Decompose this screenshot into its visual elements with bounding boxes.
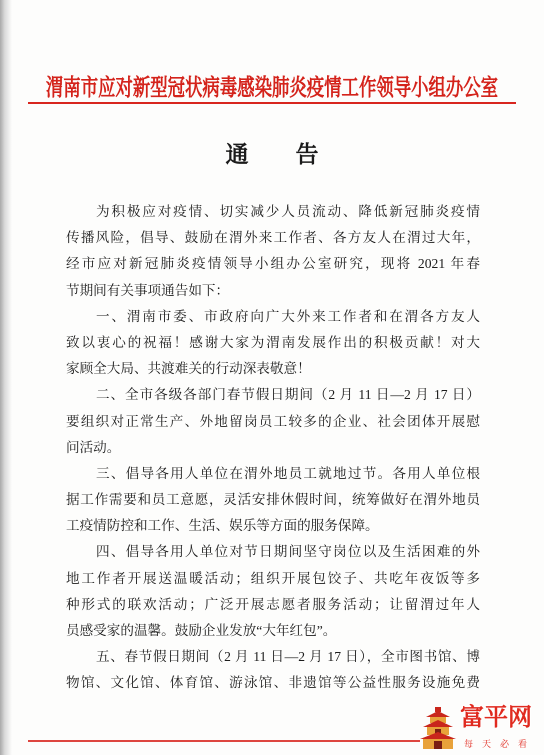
body-line: 要组织对正常生产、外地留岗员工较多的企业、社会团体开展慰 xyxy=(66,413,480,429)
site-watermark xyxy=(420,703,540,753)
body-line: 员感受家的温馨。鼓励企业发放“大年红包”。 xyxy=(66,623,337,638)
scan-edge-shadow xyxy=(0,0,12,755)
body-line: 经市应对新冠肺炎疫情领导小组办公室研究，现将 2021 年春 xyxy=(66,256,480,272)
body-line: 致以衷心的祝福！感谢大家为渭南发展作出的积极贡献！对大 xyxy=(66,334,480,350)
body-line: 传播风险，倡导、鼓励在渭外来工作者、各方友人在渭过大年， xyxy=(66,230,480,246)
body-line: 四、倡导各用人单位对节日期间坚守岗位以及生活困难的外 xyxy=(96,544,480,560)
body-line: 五、春节假日期间（2 月 11 日—2 月 17 日），全市图书馆、博 xyxy=(96,649,480,665)
body-line: 节期间有关事项通告如下： xyxy=(66,282,230,298)
document-body xyxy=(66,199,480,697)
body-line: 地工作者开展送温暖活动；组织开展包饺子、共吃年夜饭等多 xyxy=(66,570,480,586)
red-header-rule xyxy=(28,102,516,104)
watermark-slogan: 每天必看 xyxy=(464,739,537,749)
body-line: 一、渭南市委、市政府向广大外来工作者和在渭各方友人 xyxy=(96,308,480,324)
body-line: 二、全市各级各部门春节假日期间（2 月 11 日—2 月 17 日） xyxy=(96,387,480,403)
issuing-office-header: 渭南市应对新型冠状病毒感染肺炎疫情工作领导小组办公室 xyxy=(45,73,499,101)
document-title: 通 告 xyxy=(225,142,331,167)
body-line: 工疫情防控和工作、生活、娱乐等方面的服务保障。 xyxy=(66,518,379,534)
body-line: 家顾全大局、共渡难关的行动深表敬意！ xyxy=(66,361,311,377)
body-line: 据工作需要和员工意愿，灵活安排休假时间，统筹做好在渭外地员 xyxy=(66,492,480,508)
watermark-site-name: 富平网 xyxy=(460,705,532,731)
pagoda-icon xyxy=(420,705,456,751)
body-line: 为积极应对疫情、切实减少人员流动、降低新冠肺炎疫情 xyxy=(96,204,480,219)
body-line: 三、倡导各用人单位在渭外地员工就地过节。各用人单位根 xyxy=(96,465,480,481)
body-line: 物馆、文化馆、体育馆、游泳馆、非遗馆等公益性服务设施免费 xyxy=(66,675,480,691)
red-footer-rule xyxy=(28,740,420,742)
body-line: 种形式的联欢活动；广泛开展志愿者服务活动；让留渭过年人 xyxy=(66,596,480,612)
body-line: 问活动。 xyxy=(66,439,121,455)
